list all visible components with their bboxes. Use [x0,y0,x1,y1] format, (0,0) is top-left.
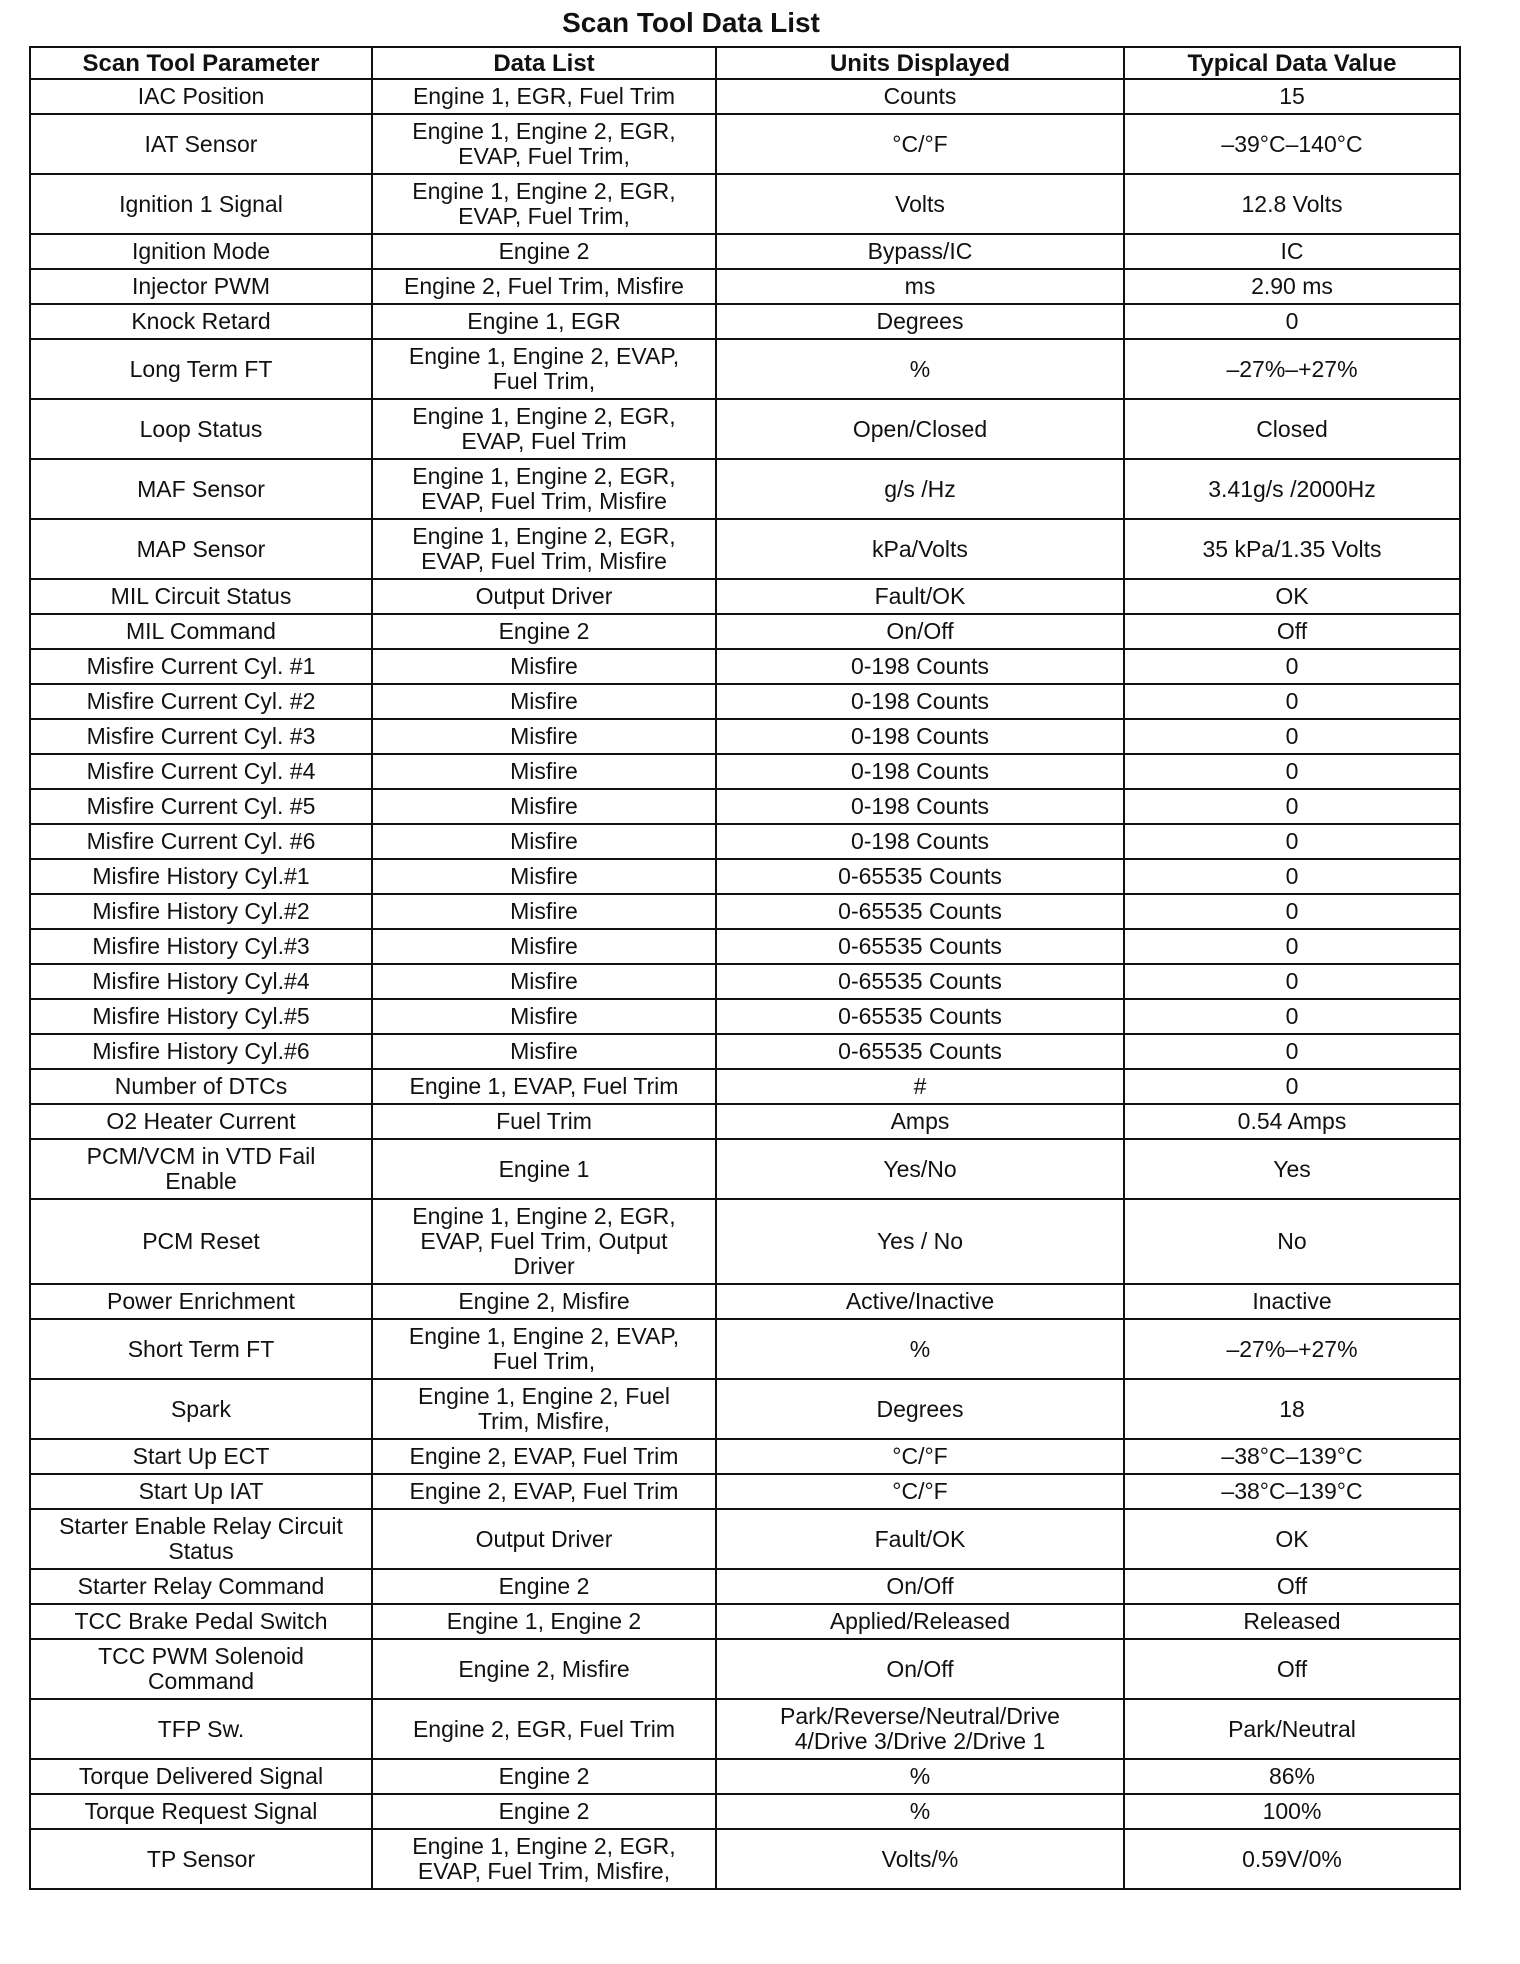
table-row [30,1794,1460,1829]
data-list-cell: Misfire [372,929,716,964]
units-cell: Fault/OK [716,1509,1124,1569]
typical-value-cell: Park/Neutral [1124,1699,1460,1759]
units-cell: 0-198 Counts [716,754,1124,789]
parameter-cell: Torque Request Signal [30,1794,372,1829]
table-row [30,579,1460,614]
typical-value-cell: Inactive [1124,1284,1460,1319]
typical-value-cell: 0 [1124,754,1460,789]
typical-value-cell: 3.41g/s /2000Hz [1124,459,1460,519]
typical-value-cell: –39°C–140°C [1124,114,1460,174]
typical-value-cell: 0 [1124,1034,1460,1069]
data-list-cell: Engine 1, Engine 2, EGR, EVAP, Fuel Trim, Misfire [372,459,716,519]
parameter-cell: Number of DTCs [30,1069,372,1104]
table-row [30,269,1460,304]
typical-value-cell: 0 [1124,964,1460,999]
data-list-cell: Engine 1 [372,1139,716,1199]
typical-value-cell: Released [1124,1604,1460,1639]
data-list-cell: Engine 2 [372,614,716,649]
table-row [30,1759,1460,1794]
parameter-cell: IAC Position [30,79,372,114]
units-cell: Volts/% [716,1829,1124,1889]
column-header: Scan Tool Parameter [30,47,372,79]
units-cell: 0-65535 Counts [716,894,1124,929]
data-list-cell: Engine 2, Fuel Trim, Misfire [372,269,716,304]
units-cell: Active/Inactive [716,1284,1124,1319]
typical-value-cell: OK [1124,1509,1460,1569]
table-row [30,114,1460,174]
data-list-cell: Engine 1, Engine 2, EGR, EVAP, Fuel Trim [372,399,716,459]
data-list-cell: Output Driver [372,579,716,614]
units-cell: Fault/OK [716,579,1124,614]
table-row [30,339,1460,399]
units-cell: 0-198 Counts [716,719,1124,754]
table-row [30,1829,1460,1889]
data-list-cell: Misfire [372,964,716,999]
data-list-cell: Engine 2, Misfire [372,1639,716,1699]
typical-value-cell: –27%–+27% [1124,1319,1460,1379]
data-list-cell: Engine 2, EVAP, Fuel Trim [372,1439,716,1474]
table-body [30,79,1460,1889]
parameter-cell: Spark [30,1379,372,1439]
table-row [30,929,1460,964]
typical-value-cell: 0 [1124,894,1460,929]
parameter-cell: Misfire Current Cyl. #3 [30,719,372,754]
units-cell: ms [716,269,1124,304]
parameter-cell: IAT Sensor [30,114,372,174]
typical-value-cell: Off [1124,1569,1460,1604]
typical-value-cell: 0 [1124,304,1460,339]
units-cell: °C/°F [716,1439,1124,1474]
units-cell: 0-198 Counts [716,684,1124,719]
units-cell: 0-65535 Counts [716,929,1124,964]
parameter-cell: Short Term FT [30,1319,372,1379]
parameter-cell: PCM/VCM in VTD Fail Enable [30,1139,372,1199]
parameter-cell: Misfire History Cyl.#4 [30,964,372,999]
table-row [30,1199,1460,1284]
table-row [30,894,1460,929]
units-cell: kPa/Volts [716,519,1124,579]
units-cell: # [716,1069,1124,1104]
typical-value-cell: No [1124,1199,1460,1284]
typical-value-cell: 0 [1124,684,1460,719]
typical-value-cell: –38°C–139°C [1124,1474,1460,1509]
units-cell: 0-65535 Counts [716,859,1124,894]
parameter-cell: Start Up IAT [30,1474,372,1509]
parameter-cell: Starter Enable Relay Circuit Status [30,1509,372,1569]
typical-value-cell: 0.54 Amps [1124,1104,1460,1139]
typical-value-cell: 0 [1124,929,1460,964]
table-row [30,1569,1460,1604]
table-row [30,399,1460,459]
table-row [30,614,1460,649]
table-row [30,174,1460,234]
data-list-cell: Misfire [372,649,716,684]
page-title: Scan Tool Data List [562,7,820,38]
data-list-cell: Engine 1, EVAP, Fuel Trim [372,1069,716,1104]
typical-value-cell: 0.59V/0% [1124,1829,1460,1889]
data-list-cell: Engine 1, Engine 2, EGR, EVAP, Fuel Trim, [372,174,716,234]
table-row [30,1604,1460,1639]
parameter-cell: Misfire History Cyl.#6 [30,1034,372,1069]
typical-value-cell: 0 [1124,719,1460,754]
parameter-cell: MAP Sensor [30,519,372,579]
typical-value-cell: OK [1124,579,1460,614]
table-row [30,519,1460,579]
table-row [30,999,1460,1034]
table-header-row [30,47,1460,79]
parameter-cell: Misfire Current Cyl. #4 [30,754,372,789]
units-cell: Bypass/IC [716,234,1124,269]
units-cell: 0-198 Counts [716,824,1124,859]
data-list-cell: Engine 2 [372,1759,716,1794]
units-cell: Degrees [716,304,1124,339]
typical-value-cell: Yes [1124,1139,1460,1199]
parameter-cell: O2 Heater Current [30,1104,372,1139]
table-row [30,459,1460,519]
units-cell: % [716,1759,1124,1794]
parameter-cell: Misfire History Cyl.#3 [30,929,372,964]
data-list-cell: Output Driver [372,1509,716,1569]
column-header: Data List [372,47,716,79]
table-row [30,234,1460,269]
units-cell: Amps [716,1104,1124,1139]
table-row [30,824,1460,859]
parameter-cell: MIL Command [30,614,372,649]
typical-value-cell: 0 [1124,789,1460,824]
typical-value-cell: 86% [1124,1759,1460,1794]
typical-value-cell: 100% [1124,1794,1460,1829]
table-row [30,1319,1460,1379]
typical-value-cell: IC [1124,234,1460,269]
data-list-cell: Engine 2, EVAP, Fuel Trim [372,1474,716,1509]
data-list-cell: Engine 1, Engine 2, EVAP, Fuel Trim, [372,339,716,399]
units-cell: Yes/No [716,1139,1124,1199]
table-row [30,859,1460,894]
parameter-cell: Injector PWM [30,269,372,304]
parameter-cell: TFP Sw. [30,1699,372,1759]
data-list-cell: Engine 1, EGR, Fuel Trim [372,79,716,114]
typical-value-cell: –38°C–139°C [1124,1439,1460,1474]
units-cell: Volts [716,174,1124,234]
typical-value-cell: 12.8 Volts [1124,174,1460,234]
column-header: Typical Data Value [1124,47,1460,79]
parameter-cell: PCM Reset [30,1199,372,1284]
data-list-cell: Engine 1, Engine 2, EVAP, Fuel Trim, [372,1319,716,1379]
parameter-cell: MAF Sensor [30,459,372,519]
typical-value-cell: 0 [1124,999,1460,1034]
typical-value-cell: 15 [1124,79,1460,114]
scan-tool-data-table [29,46,1461,1890]
parameter-cell: Long Term FT [30,339,372,399]
data-list-cell: Fuel Trim [372,1104,716,1139]
units-cell: °C/°F [716,114,1124,174]
table-row [30,684,1460,719]
typical-value-cell: –27%–+27% [1124,339,1460,399]
units-cell: On/Off [716,1639,1124,1699]
data-list-cell: Engine 1, Engine 2, Fuel Trim, Misfire, [372,1379,716,1439]
parameter-cell: TP Sensor [30,1829,372,1889]
units-cell: g/s /Hz [716,459,1124,519]
typical-value-cell: Off [1124,1639,1460,1699]
parameter-cell: Knock Retard [30,304,372,339]
typical-value-cell: 2.90 ms [1124,269,1460,304]
typical-value-cell: 18 [1124,1379,1460,1439]
parameter-cell: Torque Delivered Signal [30,1759,372,1794]
units-cell: 0-65535 Counts [716,999,1124,1034]
parameter-cell: Start Up ECT [30,1439,372,1474]
data-list-cell: Engine 1, Engine 2, EGR, EVAP, Fuel Trim, Misfire [372,519,716,579]
data-list-cell: Misfire [372,754,716,789]
units-cell: 0-198 Counts [716,789,1124,824]
data-list-cell: Misfire [372,824,716,859]
data-list-cell: Misfire [372,789,716,824]
table-row [30,1439,1460,1474]
parameter-cell: Misfire Current Cyl. #1 [30,649,372,684]
units-cell: 0-65535 Counts [716,1034,1124,1069]
parameter-cell: Misfire History Cyl.#1 [30,859,372,894]
parameter-cell: TCC Brake Pedal Switch [30,1604,372,1639]
data-list-cell: Engine 2 [372,1794,716,1829]
units-cell: On/Off [716,1569,1124,1604]
table-row [30,1699,1460,1759]
data-list-cell: Engine 1, Engine 2, EGR, EVAP, Fuel Trim, Misfire, [372,1829,716,1889]
data-list-cell: Misfire [372,719,716,754]
parameter-cell: MIL Circuit Status [30,579,372,614]
table-row [30,789,1460,824]
table-row [30,719,1460,754]
parameter-cell: Misfire Current Cyl. #6 [30,824,372,859]
parameter-cell: Misfire History Cyl.#5 [30,999,372,1034]
typical-value-cell: Closed [1124,399,1460,459]
table-row [30,1139,1460,1199]
units-cell: 0-65535 Counts [716,964,1124,999]
parameter-cell: Loop Status [30,399,372,459]
data-list-cell: Misfire [372,684,716,719]
units-cell: Open/Closed [716,399,1124,459]
typical-value-cell: 0 [1124,649,1460,684]
data-list-cell: Engine 1, Engine 2, EGR, EVAP, Fuel Trim, Output Driver [372,1199,716,1284]
units-cell: Counts [716,79,1124,114]
table-row [30,754,1460,789]
data-list-cell: Engine 1, Engine 2 [372,1604,716,1639]
table-row [30,964,1460,999]
table-row [30,1104,1460,1139]
units-cell: Applied/Released [716,1604,1124,1639]
table-row [30,1639,1460,1699]
data-list-cell: Engine 1, EGR [372,304,716,339]
parameter-cell: Misfire Current Cyl. #5 [30,789,372,824]
typical-value-cell: 0 [1124,824,1460,859]
data-list-cell: Misfire [372,1034,716,1069]
table-row [30,1284,1460,1319]
column-header: Units Displayed [716,47,1124,79]
table-row [30,649,1460,684]
typical-value-cell: Off [1124,614,1460,649]
parameter-cell: Ignition Mode [30,234,372,269]
table-row [30,1509,1460,1569]
units-cell: % [716,339,1124,399]
units-cell: % [716,1794,1124,1829]
data-list-cell: Misfire [372,999,716,1034]
data-list-cell: Engine 2 [372,1569,716,1604]
table-row [30,1069,1460,1104]
data-list-cell: Engine 2 [372,234,716,269]
data-list-cell: Misfire [372,894,716,929]
table-row [30,79,1460,114]
table-row [30,1034,1460,1069]
table-row [30,1474,1460,1509]
parameter-cell: Misfire Current Cyl. #2 [30,684,372,719]
table-row [30,1379,1460,1439]
units-cell: 0-198 Counts [716,649,1124,684]
parameter-cell: Ignition 1 Signal [30,174,372,234]
typical-value-cell: 0 [1124,1069,1460,1104]
units-cell: °C/°F [716,1474,1124,1509]
units-cell: Degrees [716,1379,1124,1439]
units-cell: On/Off [716,614,1124,649]
units-cell: Yes / No [716,1199,1124,1284]
parameter-cell: Power Enrichment [30,1284,372,1319]
data-list-cell: Engine 1, Engine 2, EGR, EVAP, Fuel Trim, [372,114,716,174]
table-row [30,304,1460,339]
typical-value-cell: 0 [1124,859,1460,894]
data-list-cell: Engine 2, EGR, Fuel Trim [372,1699,716,1759]
typical-value-cell: 35 kPa/1.35 Volts [1124,519,1460,579]
parameter-cell: Misfire History Cyl.#2 [30,894,372,929]
units-cell: % [716,1319,1124,1379]
parameter-cell: Starter Relay Command [30,1569,372,1604]
data-list-cell: Engine 2, Misfire [372,1284,716,1319]
parameter-cell: TCC PWM Solenoid Command [30,1639,372,1699]
units-cell: Park/Reverse/Neutral/Drive 4/Drive 3/Drive 2/Drive 1 [716,1699,1124,1759]
data-list-cell: Misfire [372,859,716,894]
